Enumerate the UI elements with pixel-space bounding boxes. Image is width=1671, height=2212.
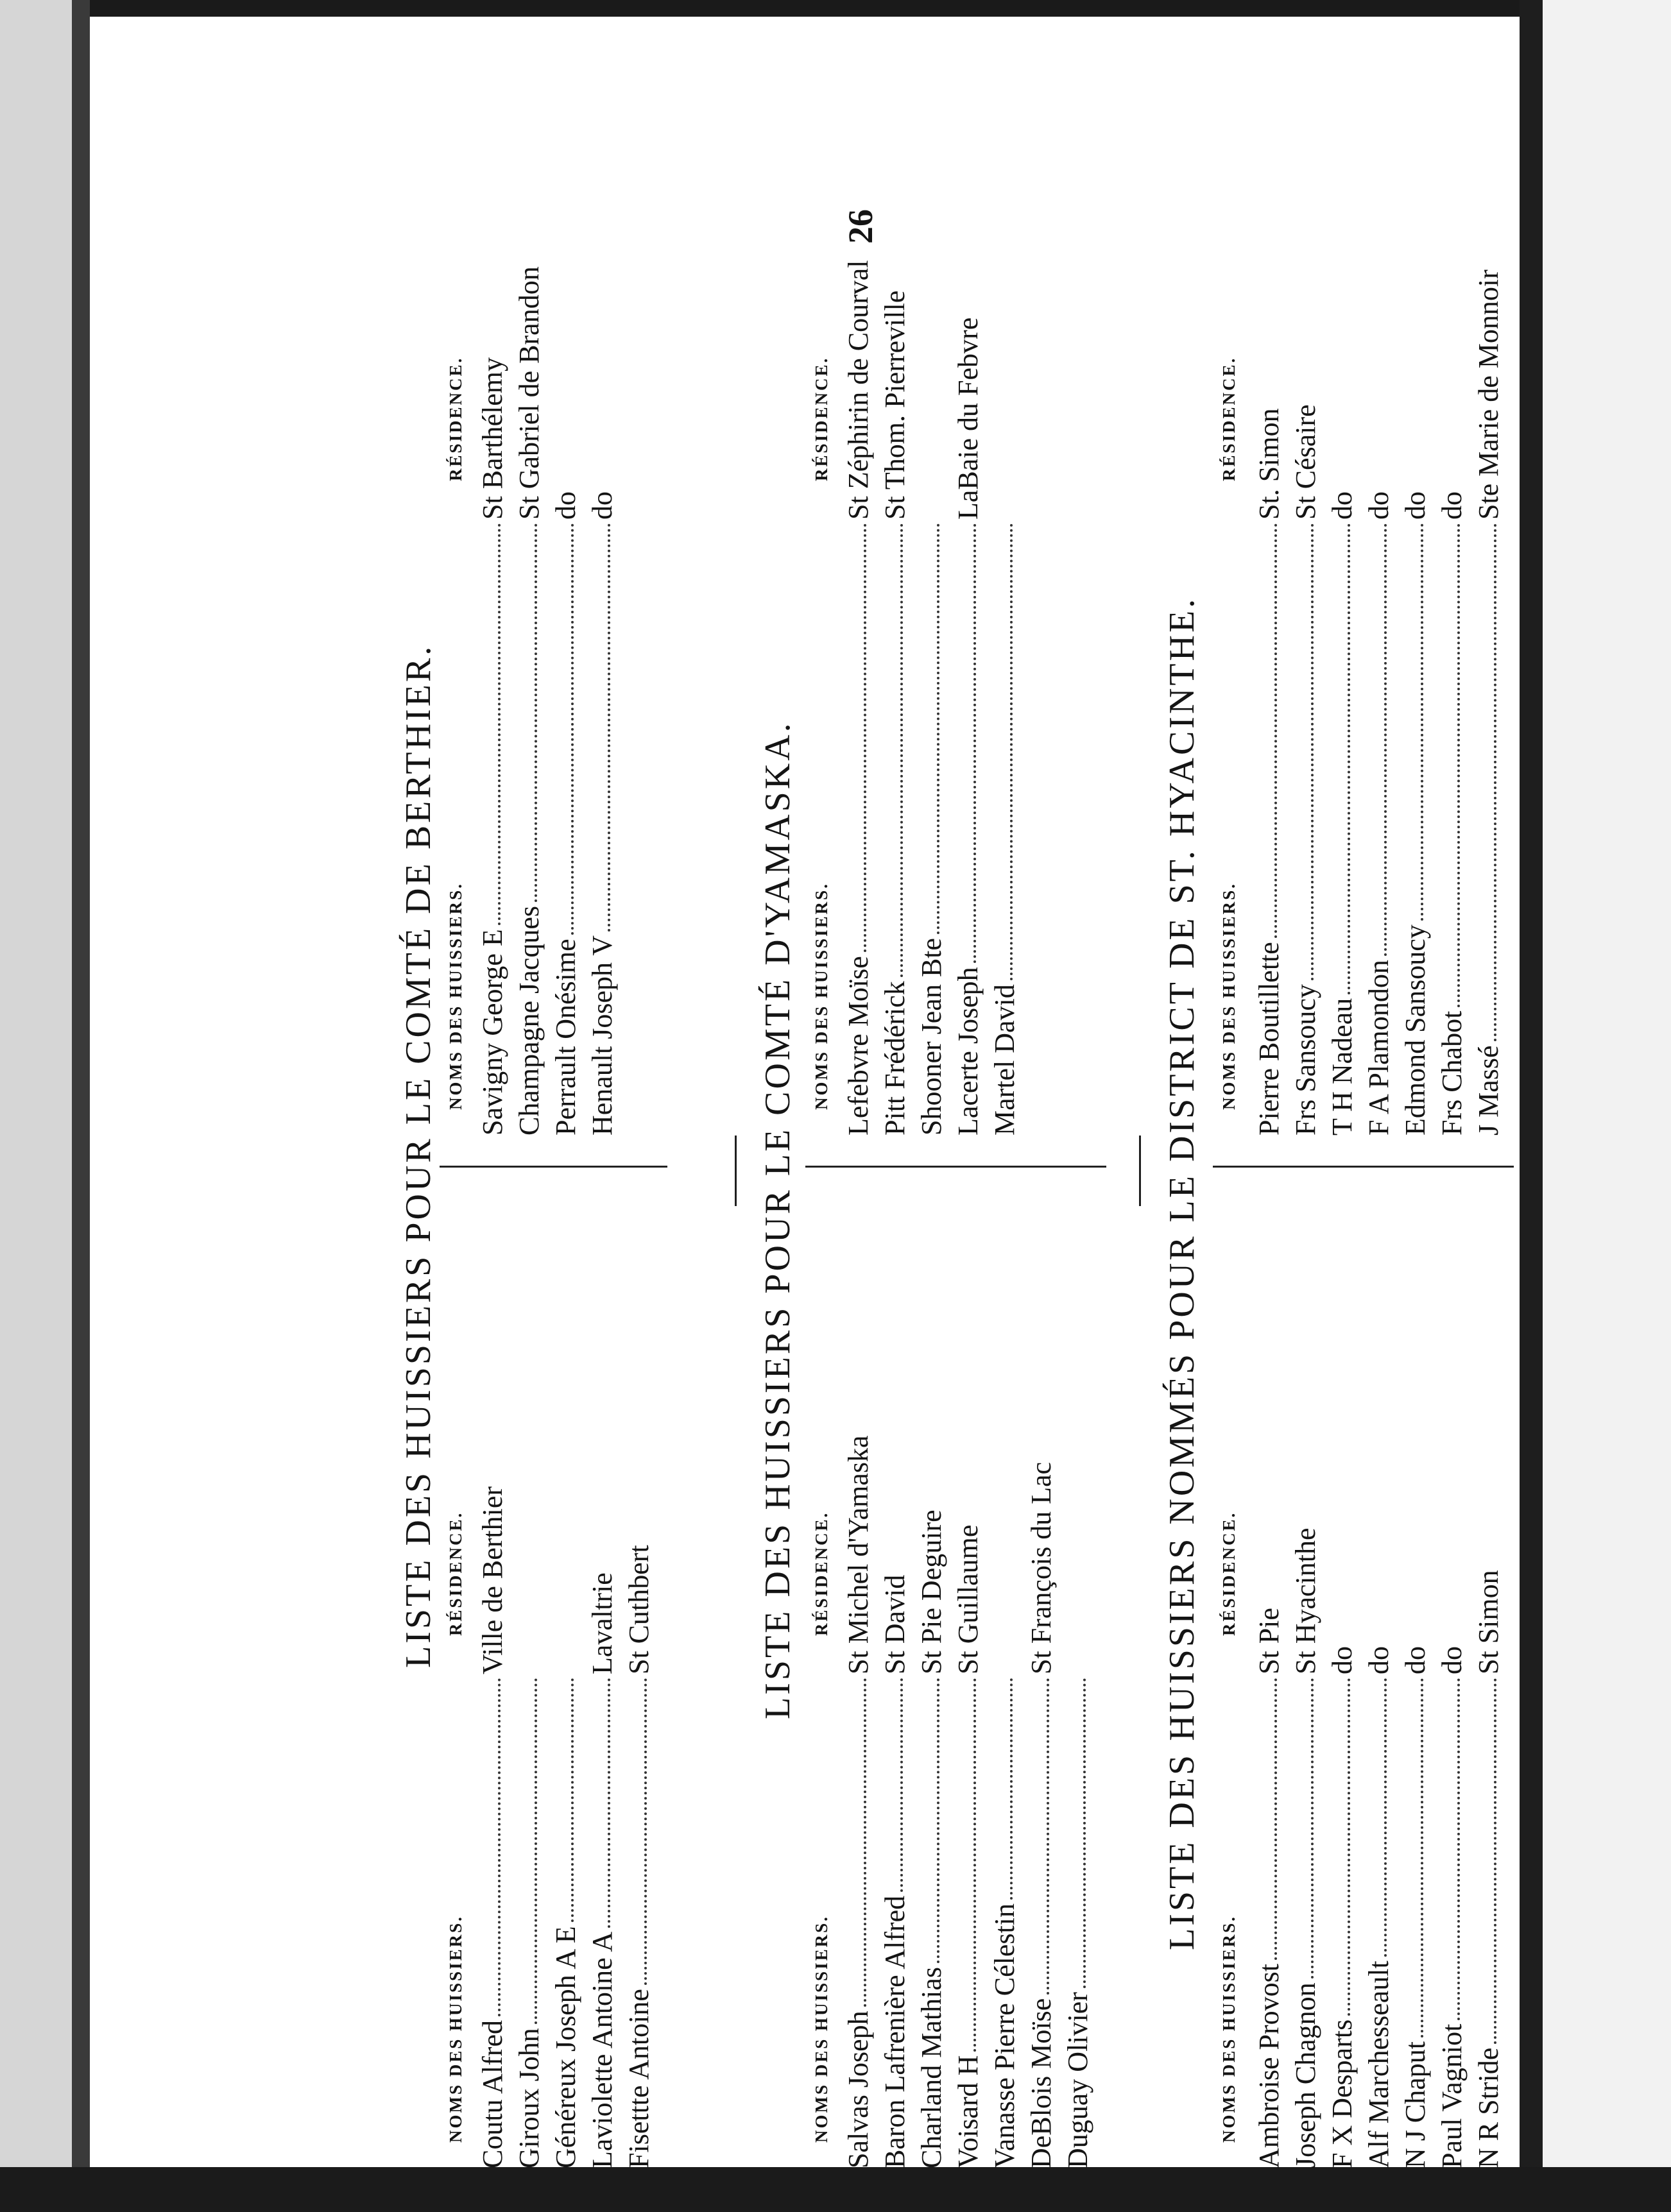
table-row — [1398, 1315, 1434, 2168]
huissier-name: Shooner Jean Bte — [916, 938, 947, 1136]
section-title: LISTE DES HUISSIERS NOMMÉS POUR LE DISTRICT DE ST. HYACINTHE. — [1162, 596, 1202, 1950]
huissier-residence — [511, 1315, 547, 1674]
dot-leader — [1471, 523, 1496, 1041]
table-row — [1060, 1315, 1096, 2168]
huissier-name: Laviolette Antoine A — [587, 1931, 618, 2168]
huissier-name: Edmond Sansoucy — [1400, 924, 1431, 1136]
facing-page — [1543, 0, 1671, 2212]
scan-border-bottom — [0, 2167, 1671, 2212]
huissier-residence: do — [550, 491, 581, 520]
table-row — [1251, 180, 1287, 1136]
table-row — [1398, 180, 1434, 1136]
huissier-residence: do — [1400, 1646, 1431, 1674]
huissier-name: Fisettte Antoine — [623, 1989, 655, 2168]
huissier-name: Alf Marchesseault — [1363, 1961, 1394, 2168]
column-header-residence: RÉSIDENCE. — [446, 1511, 465, 1636]
huissier-name: Joseph Chagnon — [1290, 1982, 1321, 2168]
dot-leader — [511, 523, 537, 902]
dot-leader — [914, 1678, 939, 1963]
huissier-name: Giroux John — [513, 2028, 545, 2168]
table-row — [914, 180, 950, 1136]
huissier-residence: St Césaire — [1290, 404, 1321, 520]
table-row — [1288, 1315, 1324, 2168]
huissier-residence: St Pie Deguire — [916, 1510, 947, 1674]
table-row — [877, 180, 913, 1136]
huissier-name: Lacerte Joseph — [952, 967, 984, 1136]
dot-leader — [621, 1678, 647, 1985]
column-header-name: NOMS DES HUISSIERS. — [446, 1915, 465, 2143]
column-header-name: NOMS DES HUISSIERS. — [812, 1915, 831, 2143]
huissier-name: Savigny George E — [477, 929, 508, 1136]
column-divider — [805, 1166, 1106, 1168]
huissier-residence: do — [1363, 1646, 1394, 1674]
table-row — [1471, 180, 1507, 1136]
huissier-name: Ambroise Provost — [1253, 1964, 1285, 2168]
section-divider — [735, 1136, 737, 1206]
column-header-name: NOMS DES HUISSIERS. — [812, 882, 831, 1110]
huissier-residence: St Cuthbert — [623, 1545, 655, 1674]
huissier-residence — [914, 180, 950, 520]
table-row — [475, 180, 511, 1136]
table-row — [1251, 1315, 1287, 2168]
huissier-name: Martel David — [989, 984, 1020, 1136]
huissier-name: T H Nadeau — [1326, 998, 1358, 1136]
dot-leader — [877, 523, 903, 977]
huissier-residence: do — [1436, 491, 1468, 520]
dot-leader — [585, 523, 610, 932]
huissier-residence: do — [1326, 1646, 1358, 1674]
dot-leader — [987, 1678, 1013, 1900]
huissier-name: F A Plamondon — [1363, 960, 1394, 1136]
dot-leader — [548, 1678, 574, 1922]
huissier-name: Perrault Onésime — [550, 939, 581, 1136]
table-row — [987, 1315, 1023, 2168]
huissier-name: J Massé — [1473, 1045, 1504, 1136]
dot-leader — [950, 1678, 976, 2052]
table-row — [548, 180, 584, 1136]
huissier-residence — [1060, 1315, 1096, 1674]
column-header-residence: RÉSIDENCE. — [1219, 356, 1238, 481]
table-row — [950, 180, 986, 1136]
scan-border-top — [0, 0, 1671, 17]
table-row — [1434, 180, 1470, 1136]
huissier-name: Vanasse Pierre Célestin — [989, 1903, 1020, 2168]
table-row — [877, 1315, 913, 2168]
section-title: LISTE DES HUISSIERS POUR LE COMTÉ D'YAMASKA. — [758, 720, 798, 1719]
column-header-residence: RÉSIDENCE. — [1219, 1511, 1238, 1636]
dot-leader — [1251, 1678, 1277, 1960]
dot-leader — [1060, 1678, 1086, 1988]
dot-leader — [1288, 1678, 1314, 1978]
huissier-residence: St Barthélemy — [477, 357, 508, 520]
dot-leader — [950, 523, 976, 963]
table-row — [1361, 180, 1397, 1136]
huissier-name: N J Chaput — [1400, 2041, 1431, 2168]
huissier-name: Voisard H — [952, 2055, 984, 2168]
table-row — [511, 180, 547, 1136]
dot-leader — [841, 523, 866, 952]
table-row — [475, 1315, 511, 2168]
huissier-residence: St Thom. Pierreville — [879, 290, 911, 520]
dot-leader — [1288, 523, 1314, 980]
huissier-name: Charland Mathias — [916, 1966, 947, 2168]
column-header-name: NOMS DES HUISSIERS. — [1219, 1915, 1238, 2143]
table-row — [621, 1315, 657, 2168]
huissier-name: Champagne Jacques — [513, 906, 545, 1136]
dot-leader — [1471, 1678, 1496, 2044]
huissier-residence: do — [587, 491, 618, 520]
dot-leader — [511, 1678, 537, 2024]
column-header-residence: RÉSIDENCE. — [812, 356, 831, 481]
table-row — [914, 1315, 950, 2168]
column-header-residence: RÉSIDENCE. — [812, 1511, 831, 1636]
huissier-name: N R Stride — [1473, 2047, 1504, 2168]
dot-leader — [1434, 523, 1460, 1007]
scan-margin-left — [0, 0, 72, 2212]
page-number: 26 — [841, 209, 880, 244]
scan-page-edge — [72, 0, 90, 2212]
dot-leader — [1024, 1678, 1049, 1995]
table-row — [511, 1315, 547, 2168]
huissier-name: Généreux Joseph A E — [550, 1926, 581, 2168]
huissier-name: Pierre Boutillette — [1253, 942, 1285, 1136]
huissier-residence: do — [1400, 491, 1431, 520]
table-row — [1324, 1315, 1360, 2168]
huissier-residence: St Pie — [1253, 1608, 1285, 1674]
column-header-name: NOMS DES HUISSIERS. — [446, 882, 465, 1110]
huissier-residence: St Simon — [1473, 1570, 1504, 1674]
huissier-residence: St François du Lac — [1025, 1461, 1057, 1674]
table-row — [585, 1315, 621, 2168]
dot-leader — [585, 1678, 610, 1928]
huissier-name: DeBlois Moïse — [1025, 1998, 1057, 2168]
huissier-name: Salvas Joseph — [843, 2011, 874, 2168]
dot-leader — [877, 1678, 903, 1892]
dot-leader — [1324, 1678, 1350, 2016]
huissier-residence: do — [1363, 491, 1394, 520]
huissier-residence — [987, 180, 1023, 520]
huissier-name: Coutu Alfred — [477, 2020, 508, 2168]
huissier-name: F X Desparts — [1326, 2019, 1358, 2168]
huissier-residence: Ste Marie de Monnoir — [1473, 269, 1504, 520]
table-row — [1361, 1315, 1397, 2168]
huissier-name: Frs Sansoucy — [1290, 984, 1321, 1136]
huissier-name: Henault Joseph V — [587, 935, 618, 1136]
huissier-residence: Lavaltrie — [587, 1572, 618, 1674]
dot-leader — [914, 523, 939, 934]
table-row — [1288, 180, 1324, 1136]
table-row — [841, 1315, 877, 2168]
dot-leader — [1361, 1678, 1387, 1957]
huissier-residence: St Michel d'Yamaska — [843, 1435, 874, 1674]
huissier-residence: St Gabriel de Brandon — [513, 266, 545, 520]
book-gutter — [1520, 0, 1543, 2212]
huissier-residence: St David — [879, 1574, 911, 1674]
huissier-residence: do — [1326, 491, 1358, 520]
dot-leader — [1361, 523, 1387, 956]
huissier-name: Duguay Olivier — [1062, 1992, 1093, 2168]
table-row — [950, 1315, 986, 2168]
huissier-name: Pitt Frédérick — [879, 981, 911, 1136]
dot-leader — [1398, 1678, 1423, 2038]
column-header-name: NOMS DES HUISSIERS. — [1219, 882, 1238, 1110]
huissier-residence: St Hyacinthe — [1290, 1527, 1321, 1674]
dot-leader — [1398, 523, 1423, 921]
column-header-residence: RÉSIDENCE. — [446, 356, 465, 481]
huissier-residence: St Guillaume — [952, 1524, 984, 1674]
dot-leader — [987, 523, 1013, 980]
huissier-residence: do — [1436, 1646, 1468, 1674]
dot-leader — [475, 1678, 501, 2016]
dot-leader — [1251, 523, 1277, 938]
huissier-residence: LaBaie du Febvre — [952, 317, 984, 520]
table-row — [548, 1315, 584, 2168]
table-row — [585, 180, 621, 1136]
dot-leader — [841, 1678, 866, 2007]
table-row — [1471, 1315, 1507, 2168]
table-row — [841, 180, 877, 1136]
huissier-name: Lefebvre Moïse — [843, 956, 874, 1136]
huissier-name: Frs Chabot — [1436, 1010, 1468, 1136]
table-row — [1024, 1315, 1059, 2168]
table-row — [987, 180, 1023, 1136]
dot-leader — [1434, 1678, 1460, 2020]
table-row — [1434, 1315, 1470, 2168]
huissier-residence — [987, 1315, 1023, 1674]
section-title: LISTE DES HUISSIERS POUR LE COMTÉ DE BERTHIER. — [398, 643, 438, 1668]
huissier-residence: Ville de Berthier — [477, 1486, 508, 1674]
huissier-residence: St. Simon — [1253, 408, 1285, 520]
column-divider — [440, 1166, 667, 1168]
dot-leader — [548, 523, 574, 935]
huissier-name: Paul Vagniot — [1436, 2023, 1468, 2168]
huissier-residence: St Zéphirin de Courval — [843, 260, 874, 520]
column-divider — [1213, 1166, 1514, 1168]
section-divider — [1139, 1136, 1141, 1206]
huissier-residence — [548, 1315, 584, 1674]
dot-leader — [1324, 523, 1350, 994]
document-page — [193, 141, 1504, 2168]
huissier-name: Baron Lafrenière Alfred — [879, 1895, 911, 2168]
dot-leader — [475, 523, 501, 925]
table-row — [1324, 180, 1360, 1136]
